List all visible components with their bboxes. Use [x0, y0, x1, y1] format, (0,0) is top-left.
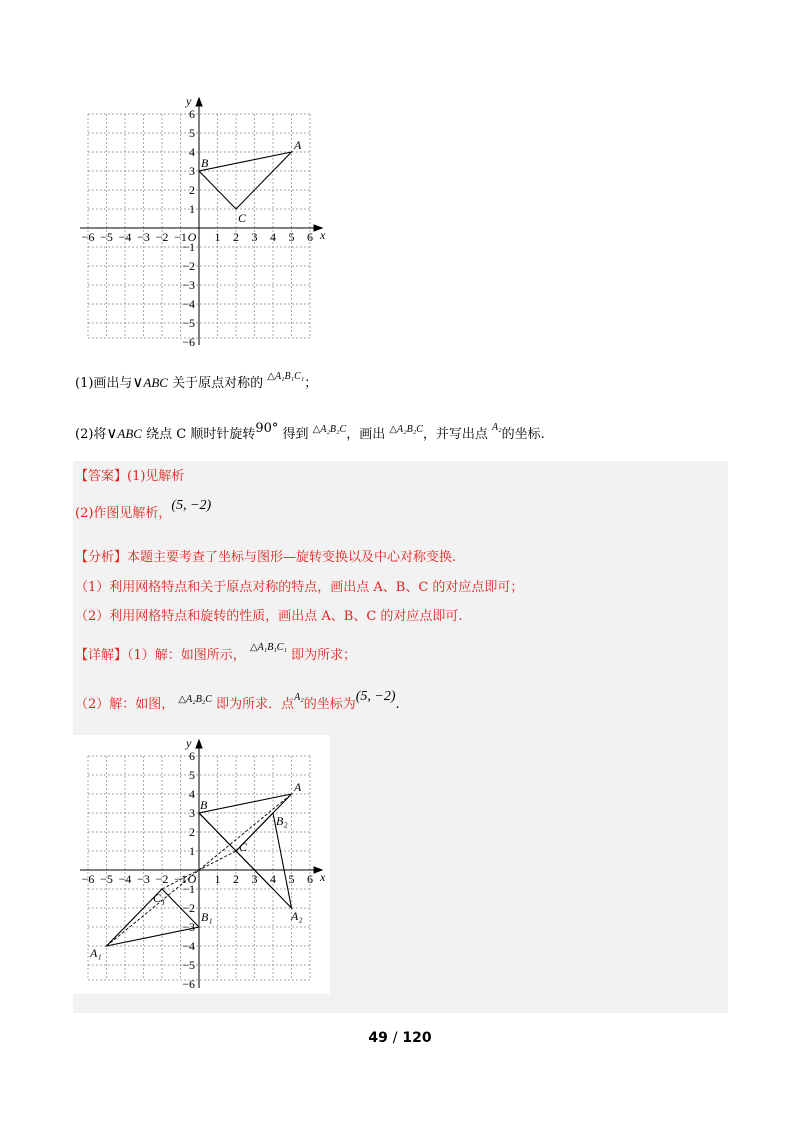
- svg-text:5: 5: [288, 872, 295, 886]
- svg-text:1: 1: [214, 230, 221, 244]
- svg-text:C: C: [239, 840, 248, 854]
- svg-text:5: 5: [189, 768, 195, 782]
- page-number: 49 / 120: [368, 1030, 432, 1046]
- svg-text:−2: −2: [182, 901, 195, 915]
- svg-text:6: 6: [189, 107, 195, 121]
- svg-text:−5: −5: [100, 230, 113, 244]
- svg-text:B₁: B₁: [201, 910, 213, 924]
- svg-text:C: C: [238, 211, 247, 225]
- svg-text:5: 5: [189, 126, 195, 140]
- answer-line-1: 【答案】(1)见解析: [75, 469, 185, 484]
- svg-text:−3: −3: [182, 278, 195, 292]
- svg-text:−1: −1: [174, 872, 187, 886]
- svg-text:A₂: A₂: [291, 909, 303, 923]
- svg-text:−4: −4: [182, 297, 195, 311]
- svg-text:3: 3: [251, 872, 258, 886]
- svg-text:O: O: [187, 230, 197, 244]
- svg-text:1: 1: [189, 202, 195, 216]
- svg-text:1: 1: [214, 872, 221, 886]
- analysis-step-2: （2）利用网格特点和旋转的性质，画出点 A、B、C 的对应点即可.: [75, 609, 463, 624]
- svg-text:−3: −3: [137, 230, 150, 244]
- svg-text:−6: −6: [81, 230, 95, 244]
- coordinate-graph-2: [73, 735, 330, 994]
- analysis-step-1: （1）利用网格特点和关于原点对称的特点，画出点 A、B、C 的对应点即可；: [75, 580, 524, 595]
- svg-text:C₁: C₁: [153, 891, 166, 905]
- svg-text:2: 2: [233, 230, 239, 244]
- detail-line-2: （2）解：如图， $^{\triangle A_2B_2C}$ 即为所求．点$^{A_2}$的坐标为(5, −2).: [75, 689, 400, 712]
- svg-text:2: 2: [233, 872, 239, 886]
- svg-text:y: y: [186, 94, 192, 108]
- svg-text:B: B: [201, 156, 209, 170]
- svg-text:4: 4: [189, 787, 195, 801]
- question-1: (1)画出与∨ABC 关于原点对称的 $^{\triangle A_1B_1C_1}$；: [75, 371, 318, 391]
- svg-text:−5: −5: [100, 872, 113, 886]
- svg-text:−5: −5: [182, 958, 195, 972]
- triangle-abc: [199, 152, 292, 209]
- coordinate-graph-1: [70, 92, 340, 354]
- svg-text:6: 6: [307, 230, 313, 244]
- svg-text:6: 6: [189, 749, 195, 763]
- svg-text:5: 5: [288, 230, 295, 244]
- x-tick-labels: [82, 230, 313, 244]
- svg-text:A₁: A₁: [90, 946, 102, 960]
- svg-text:6: 6: [307, 872, 313, 886]
- svg-text:O: O: [187, 872, 197, 886]
- svg-text:3: 3: [189, 164, 195, 178]
- svg-text:3: 3: [189, 806, 195, 820]
- svg-text:−6: −6: [182, 335, 195, 349]
- svg-text:−3: −3: [137, 872, 150, 886]
- svg-text:−4: −4: [182, 939, 195, 953]
- svg-text:2: 2: [189, 183, 195, 197]
- axes: [80, 740, 322, 988]
- detail-line-1: 【详解】（1）解：如图所示， $^{\triangle A_1B_1C_1}$ 即为所求；: [75, 642, 357, 663]
- svg-text:B: B: [200, 798, 208, 812]
- svg-text:A: A: [294, 138, 302, 152]
- svg-text:4: 4: [270, 230, 276, 244]
- svg-text:−2: −2: [155, 872, 169, 886]
- svg-text:x: x: [320, 228, 326, 242]
- svg-text:3: 3: [251, 230, 258, 244]
- svg-text:2: 2: [189, 825, 195, 839]
- svg-text:−4: −4: [118, 230, 132, 244]
- svg-text:y: y: [186, 736, 192, 750]
- svg-text:−3: −3: [182, 920, 195, 934]
- svg-text:−2: −2: [182, 259, 195, 273]
- svg-text:1: 1: [189, 844, 195, 858]
- svg-text:−6: −6: [182, 977, 195, 991]
- svg-text:−1: −1: [182, 882, 195, 896]
- svg-text:−5: −5: [182, 316, 195, 330]
- svg-text:−1: −1: [182, 240, 195, 254]
- x-tick-labels: [82, 872, 313, 886]
- svg-text:−4: −4: [118, 872, 132, 886]
- svg-text:4: 4: [189, 145, 195, 159]
- svg-text:B₂: B₂: [276, 814, 288, 828]
- question-2: (2)将∨ABC 绕点 C 顺时针旋转90° 得到 $^{\triangle A_2B_2C}$，画出 $^{\triangle A_2B_2C}$，并写出点 $^{A_2}$的坐标.: [75, 421, 545, 442]
- svg-text:x: x: [320, 870, 326, 884]
- svg-text:A: A: [294, 780, 302, 794]
- answer-line-2: (2)作图见解析，(5, −2): [75, 498, 212, 521]
- svg-text:4: 4: [270, 872, 276, 886]
- axes: [80, 98, 322, 345]
- analysis-line: 【分析】本题主要考查了坐标与图形—旋转变换以及中心对称变换.: [75, 550, 457, 565]
- svg-text:−6: −6: [81, 872, 95, 886]
- svg-text:−2: −2: [155, 230, 169, 244]
- svg-text:−1: −1: [174, 230, 187, 244]
